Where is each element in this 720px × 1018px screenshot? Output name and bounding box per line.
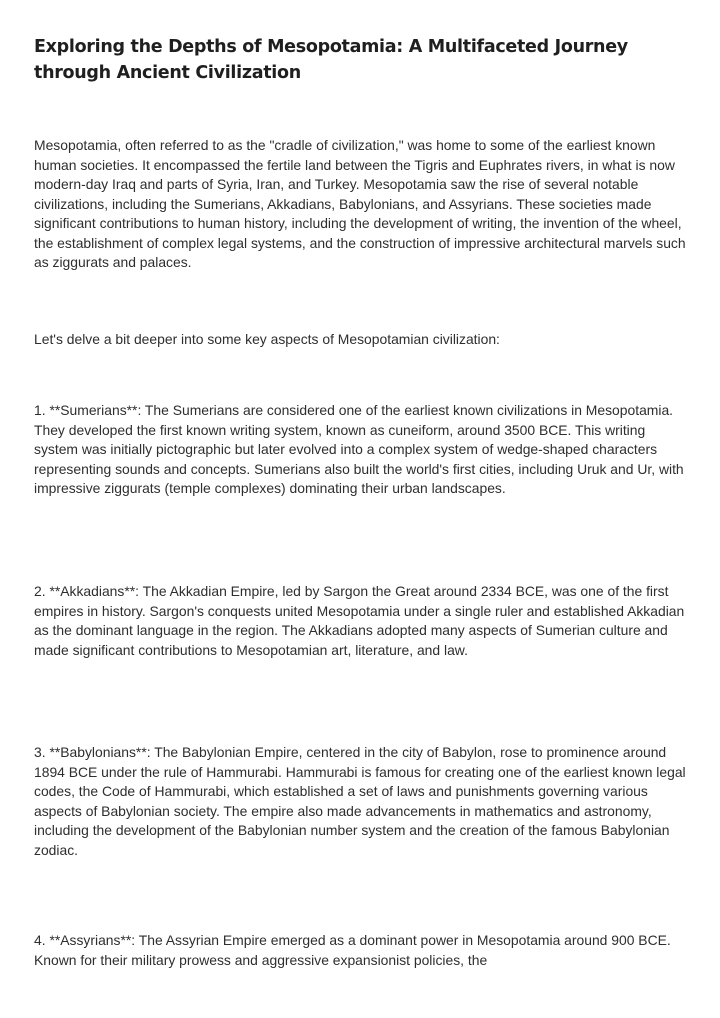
list-item-assyrians: 4. **Assyrians**: The Assyrian Empire emerged as a dominant power in Mesopotamia around 900 BCE. Known for their military prowess and aggressive expansionist policies, the [34,932,671,968]
list-item-akkadians: 2. **Akkadians**: The Akkadian Empire, led by Sargon the Great around 2334 BCE, was one of the first empires in history. Sargon's conquests united Mesopotamia under a single ruler and established Akkadian as the dominant language in the region. The Akkadians adopted many aspects of Sumerian culture and made significant contributions to Mesopotamian art, literature, and law. [34,583,685,658]
document-title: Exploring the Depths of Mesopotamia: A Multifaceted Journey through Ancient Civilization [34,37,628,83]
list-item-babylonians: 3. **Babylonians**: The Babylonian Empire, centered in the city of Babylon, rose to prominence around 1894 BCE under the rule of Hammurabi. Hammurabi is famous for creating one of the earliest known legal codes, the Code of Hammurabi, which established a set of laws and punishments governing various aspects of Babylonian society. The empire also made advancements in mathematics and astronomy, including the development of the Babylonian number system and the creation of the famous Babylonian zodiac. [34,744,686,858]
intro-paragraph: Mesopotamia, often referred to as the "cradle of civilization," was home to some of the earliest known human societies. It encompassed the fertile land between the Tigris and Euphrates rivers, in what is now modern-day Iraq and parts of Syria, Iran, and Turkey. Mesopotamia saw the rise of several notable civilizations, including the Sumerians, Akkadians, Babylonians, and Assyrians. These societies made significant contributions to human history, including the development of writing, the invention of the wheel, the establishment of complex legal systems, and the construction of impressive architectural marvels such as ziggurats and palaces. [34,137,686,270]
document-page [34,34,688,968]
lead-paragraph: Let's delve a bit deeper into some key aspects of Mesopotamian civilization: [34,331,500,347]
list-item-sumerians: 1. **Sumerians**: The Sumerians are considered one of the earliest known civilizations in Mesopotamia. They developed the first known writing system, known as cuneiform, around 3500 BCE. This writing system was initially pictographic but later evolved into a complex system of wedge-shaped characters representing sounds and concepts. Sumerians also built the world's first cities, including Uruk and Ur, with impressive ziggurats (temple complexes) dominating their urban landscapes. [34,402,684,496]
